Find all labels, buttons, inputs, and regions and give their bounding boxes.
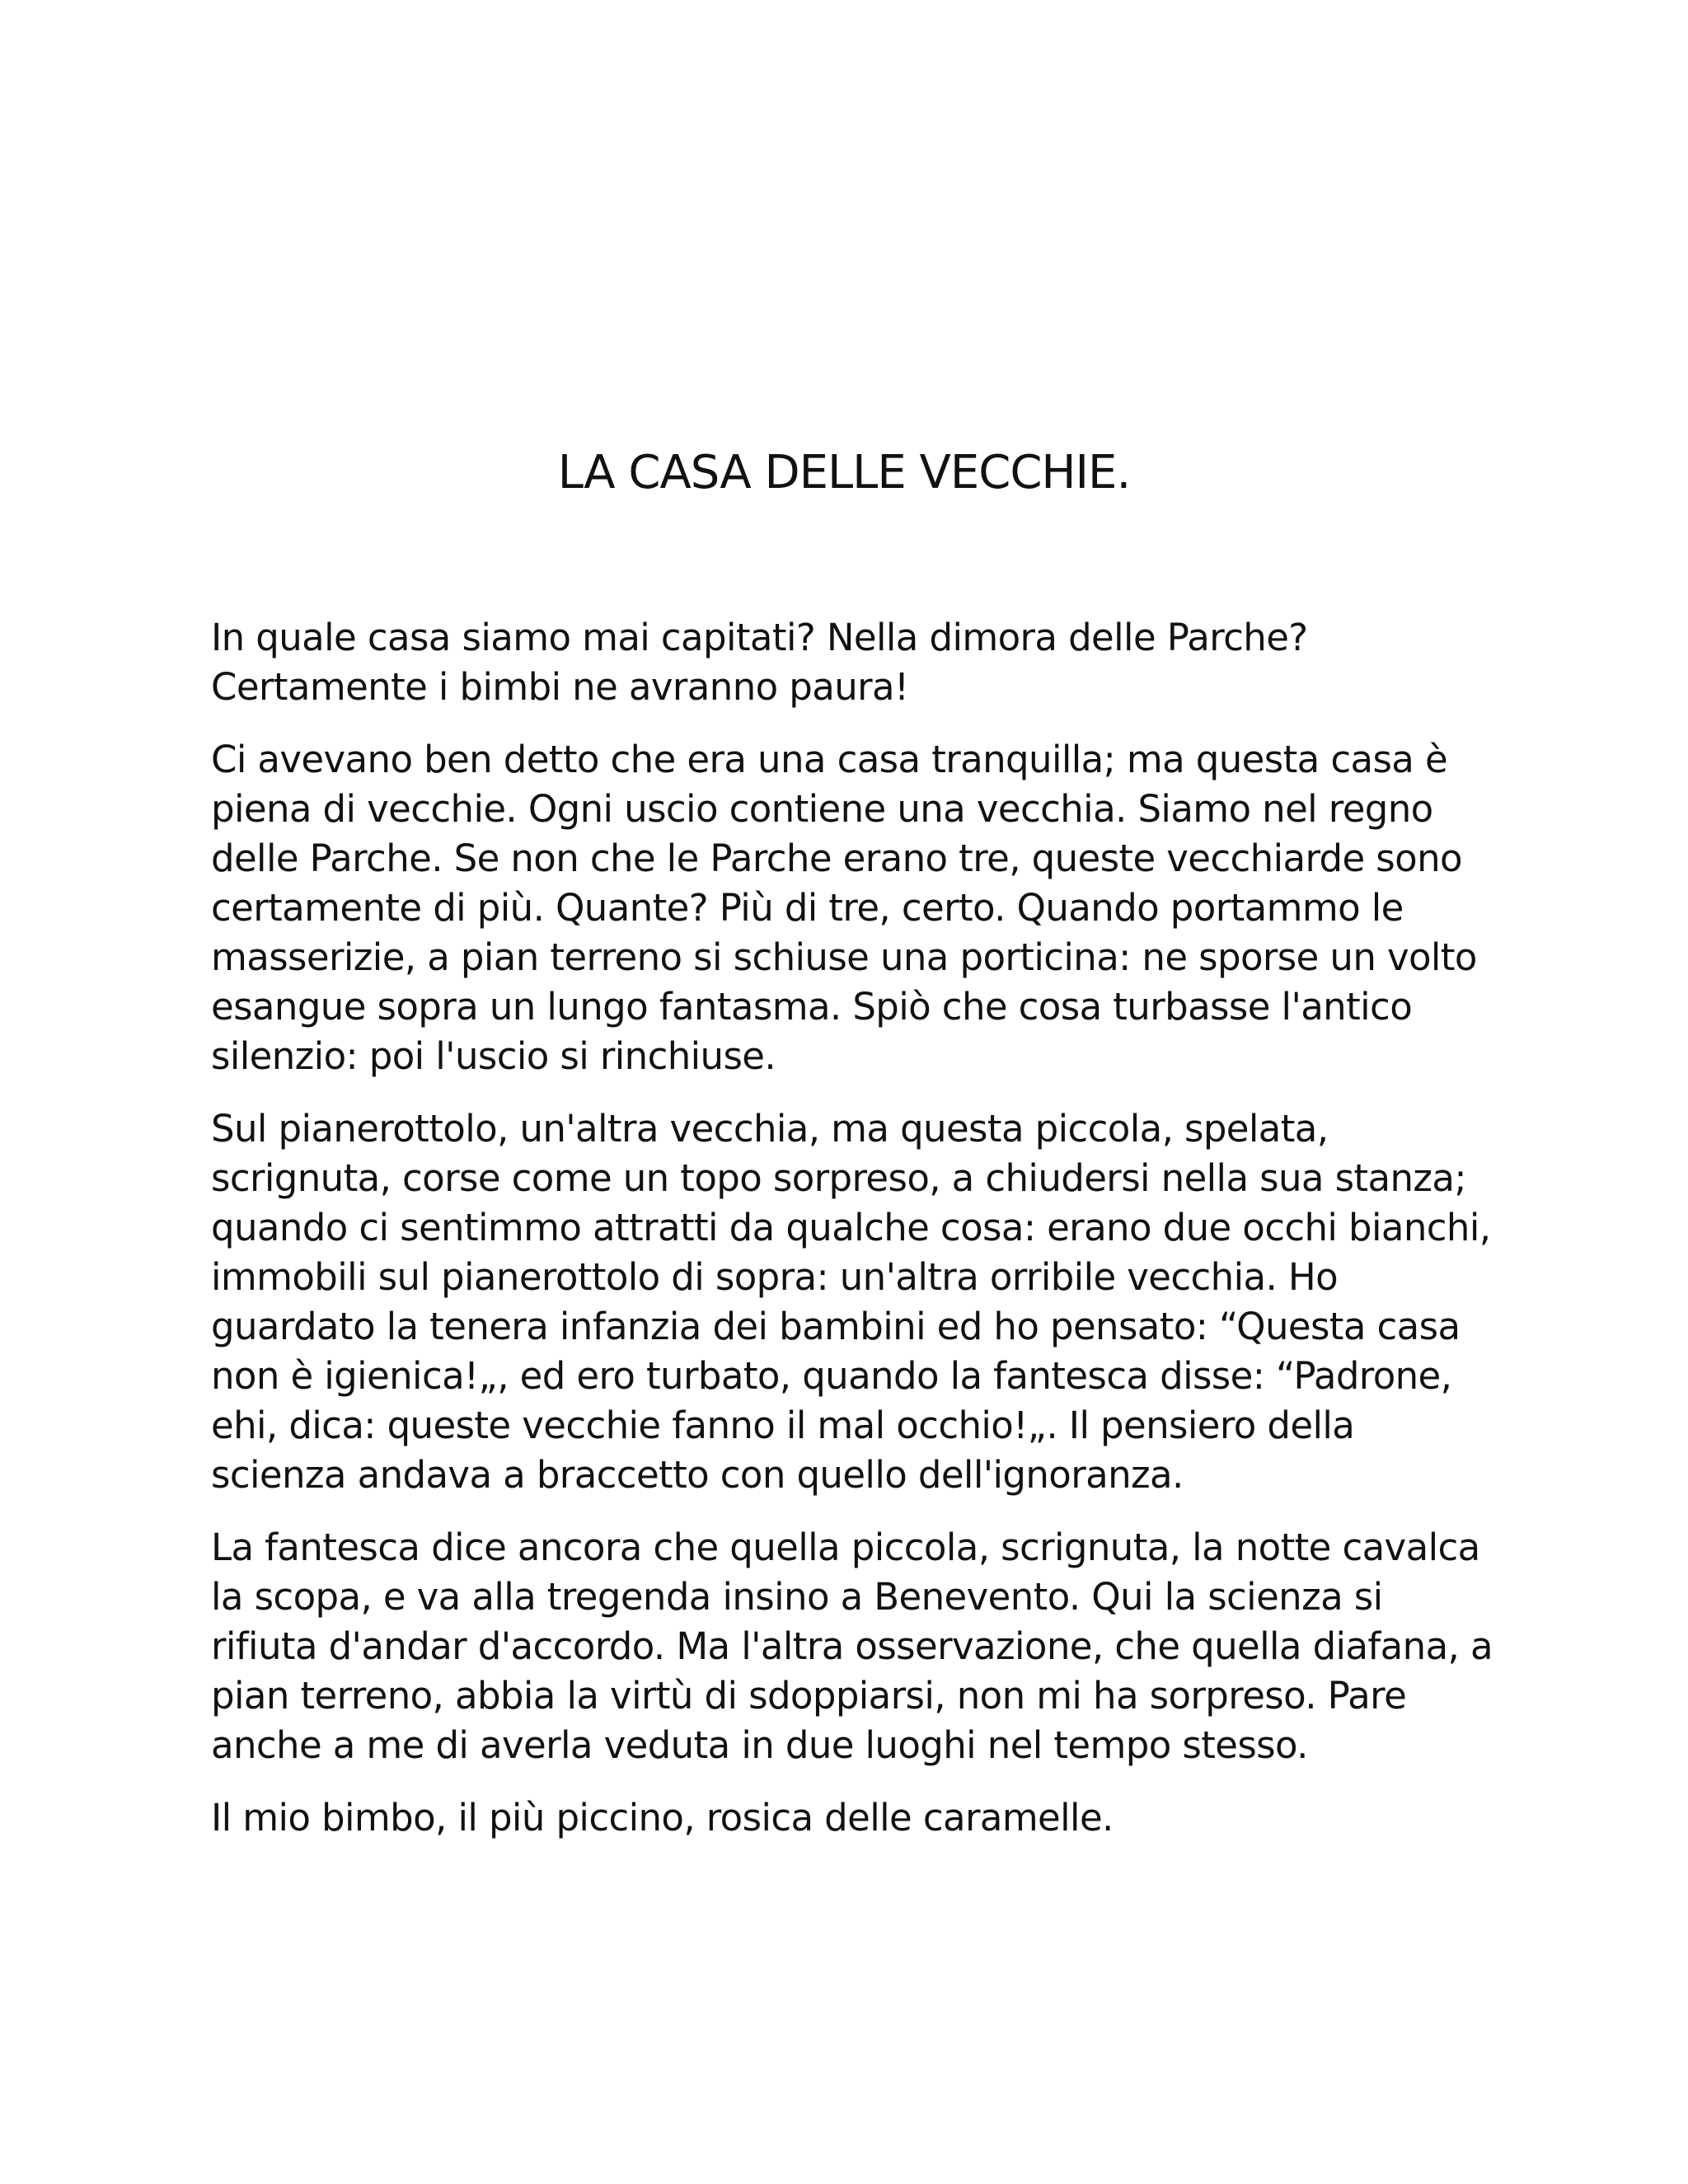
document-body <box>211 613 1497 1866</box>
paragraph-3: Sul pianerottolo, un'altra vecchia, ma questa piccola, spelata, scrignuta, corse come un topo sorpreso, a chiudersi nella sua stanza; quando ci sentimmo attratti da qualche cosa: erano due occhi bianchi, immobili sul pianerottolo di sopra: un'altra orribile vecchia. Ho guardato la tenera infanzia dei bambini ed ho pensato: “Questa casa non è igienica!„, ed ero turbato, quando la fantesca disse: “Padrone, ehi, dica: queste vecchie fanno il mal occhio!„. Il pensiero della scienza andava a braccetto con quello dell'ignoranza. <box>211 1107 1491 1497</box>
paragraph-1: In quale casa siamo mai capitati? Nella dimora delle Parche? Certamente i bimbi ne avranno paura! <box>211 616 1308 709</box>
paragraph-5: Il mio bimbo, il più piccino, rosica delle caramelle. <box>211 1796 1114 1840</box>
paragraph-2: Ci avevano ben detto che era una casa tranquilla; ma questa casa è piena di vecchie. Ogni uscio contiene una vecchia. Siamo nel regno delle Parche. Se non che le Parche erano tre, queste vecchiarde sono certamente di più. Quante? Più di tre, certo. Quando portammo le masserizie, a pian terreno si schiuse una porticina: ne sporse un volto esangue sopra un lungo fantasma. Spiò che cosa turbasse l'antico silenzio: poi l'uscio si rinchiuse. <box>211 738 1477 1078</box>
paragraph-4: La fantesca dice ancora che quella piccola, scrignuta, la notte cavalca la scopa, e va alla tregenda insino a Benevento. Qui la scienza si rifiuta d'andar d'accordo. Ma l'altra osservazione, che quella diafana, a pian terreno, abbia la virtù di sdoppiarsi, non mi ha sorpreso. Pare anche a me di averla veduta in due luoghi nel tempo stesso. <box>211 1526 1493 1767</box>
document-title: LA CASA DELLE VECCHIE. <box>557 446 1131 499</box>
